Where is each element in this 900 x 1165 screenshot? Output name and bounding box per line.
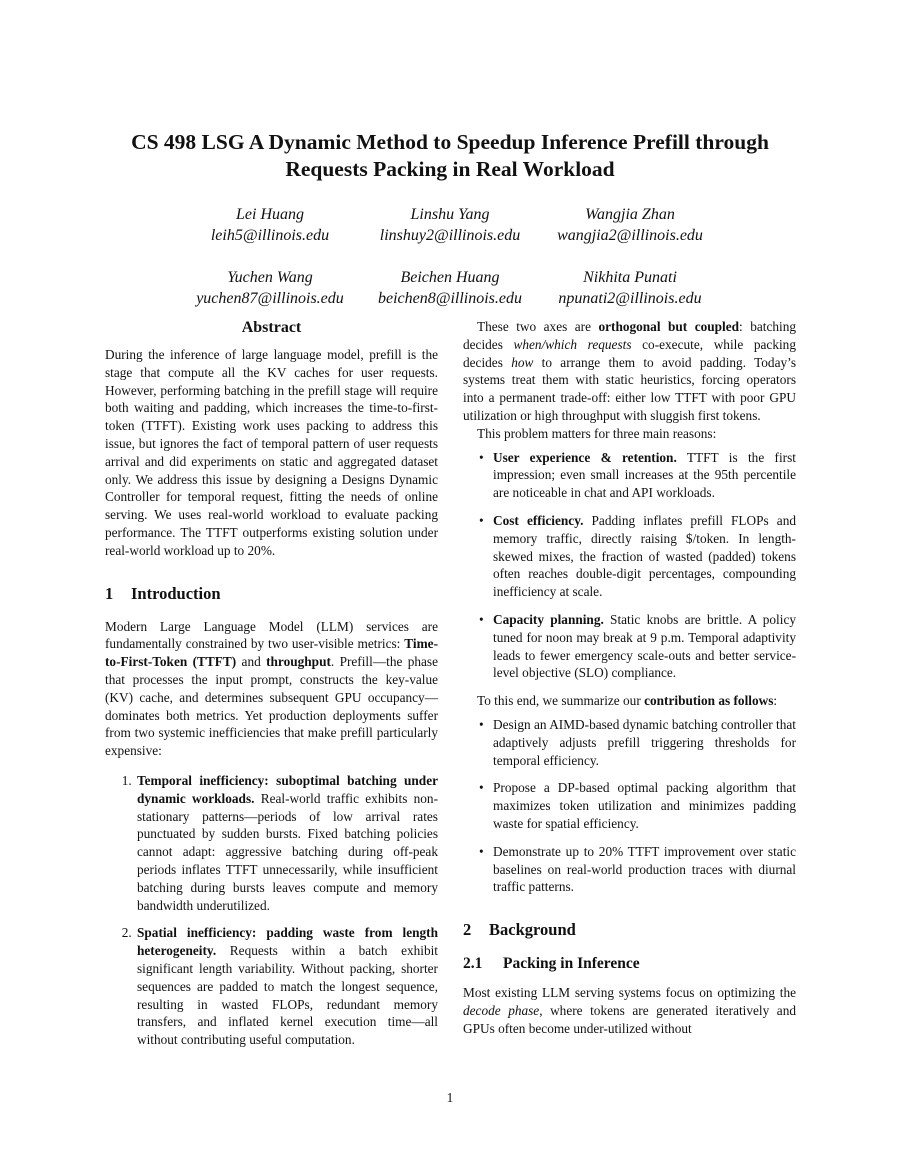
author-row xyxy=(150,204,750,246)
list-item xyxy=(493,611,796,682)
abstract-text: During the inference of large language model, prefill is the stage that compute all the KV caches for user requests. However, performing batching in the prefill stage will require both waiting and padding, which increases the time-to-first-token (TTFT). Existing work uses packing to address this issue, but ignores the fact of temporal pattern of user requests arrival and did experiments on static and aggregated dataset only. We address this issue by designing a Designs Dynamic Controller for temporal request, fitting the needs of online serving. We uses real-world workload to evaluate packing performance. The TTFT outperforms existing solution under real-world workload up to 20%. xyxy=(105,347,438,558)
inefficiency-list xyxy=(105,772,438,1049)
author xyxy=(360,267,540,309)
section-title: Introduction xyxy=(131,583,221,603)
text-run: Modern Large Language Model (LLM) services are fundamentally constrained by two user-visible metrics: xyxy=(105,618,438,652)
subsection-number: 2.1 xyxy=(463,955,483,973)
list-item: • Demonstrate up to 20% TTFT improvement over static baselines on real-world production traces with diurnal traffic patterns. xyxy=(493,843,796,896)
list-item xyxy=(135,924,438,1049)
author-email: yuchen87@illinois.edu xyxy=(196,290,344,307)
bold-term: Time-to-First-Token (TTFT) xyxy=(105,636,438,670)
text-run: To this end, we summarize our xyxy=(477,693,645,709)
item-title: Temporal inefficiency: suboptimal batching under dynamic workloads. xyxy=(137,772,438,806)
abstract-heading: Abstract xyxy=(241,319,302,336)
paper-title: CS 498 LSG A Dynamic Method to Speedup Inference Prefill through Requests Packing in Real Workload xyxy=(131,130,769,181)
section-number: 2 xyxy=(463,920,472,940)
author xyxy=(540,204,720,246)
author-name: Beichen Huang xyxy=(400,269,500,286)
item-text: TTFT is the first impression; even small increases at the 95th percentile are noticeable in chat and API workloads. xyxy=(493,449,796,501)
text-run: , where tokens are generated iteratively and GPUs often become under-utilized without xyxy=(463,1002,796,1036)
author xyxy=(180,204,360,246)
section-title: Background xyxy=(489,920,576,940)
text-run: to arrange them to avoid padding. Today’s systems treat them with static heuristics, forcing operators into a permanent trade-off: either low TTFT with poor GPU utilization or high throughput with sluggish first tokens. xyxy=(463,354,796,423)
text-run: : xyxy=(773,693,778,709)
item-text: Static knobs are brittle. A policy tuned for noon may break at 9 p.m. Temporal adaptivity leads to fewer emergency scale-outs and better service-level objective (SLO) compliance. xyxy=(493,611,796,681)
author-block xyxy=(150,204,750,309)
author-email: linshuy2@illinois.edu xyxy=(379,227,521,244)
author-row xyxy=(150,267,750,309)
author-name: Lei Huang xyxy=(236,206,304,223)
author-email: npunati2@illinois.edu xyxy=(558,290,702,307)
text-run: These two axes are xyxy=(477,319,599,334)
text-run: : batching decides xyxy=(463,319,796,352)
author-name: Yuchen Wang xyxy=(227,269,313,286)
author-email: leih5@illinois.edu xyxy=(210,227,330,244)
reasons-list xyxy=(463,449,796,683)
item-text: Padding inflates prefill FLOPs and memory traffic, directly raising $/token. In length-skewed mixes, the fraction of wasted (padded) tokens often reaches double-digit percentages, compounding inefficiency at scale. xyxy=(493,512,796,600)
text-run: Most existing LLM serving systems focus on optimizing the xyxy=(463,985,796,1001)
subsection-title: Packing in Inference xyxy=(503,955,640,973)
list-item xyxy=(135,772,438,914)
bold-term: orthogonal but coupled xyxy=(598,319,740,334)
list-item xyxy=(493,449,796,502)
author-name: Linshu Yang xyxy=(410,206,490,223)
item-title: Capacity planning. xyxy=(493,611,604,627)
item-title: Spatial inefficiency: padding waste from length heterogeneity. xyxy=(137,925,438,959)
list-item: • Design an AIMD-based dynamic batching controller that adaptively adjusts prefill triggering thresholds for temporal efficiency. xyxy=(493,716,796,769)
bold-term: throughput xyxy=(266,654,331,670)
subsection-heading-packing xyxy=(463,954,796,974)
author-email: wangjia2@illinois.edu xyxy=(557,227,703,244)
right-column xyxy=(463,318,796,1038)
list-item xyxy=(493,512,796,601)
page-number: 1 xyxy=(446,1090,454,1105)
italic-term: decode phase xyxy=(463,1002,540,1018)
text-run: co-execute, while packing decides xyxy=(463,336,796,370)
item-text: Requests within a batch exhibit significant length variability. Without packing, shorter sequences are padded to match the longest sequence, resulting in wasted FLOPs, redundant memory transfers, and inflated kernel execution time—all without contributing useful computation. xyxy=(137,943,438,1048)
packing-paragraph xyxy=(463,984,796,1037)
author-name: Wangjia Zhan xyxy=(585,206,675,223)
author-name: Nikhita Punati xyxy=(583,269,677,286)
bold-term: contribution as follows xyxy=(644,693,774,709)
author xyxy=(360,204,540,246)
contribution-intro xyxy=(463,692,796,710)
italic-term: how xyxy=(511,354,534,370)
author xyxy=(180,267,360,309)
reasons-intro: This problem matters for three main reasons: xyxy=(477,425,717,441)
section-heading-introduction xyxy=(105,584,438,604)
text-run: . Prefill—the phase that processes the input prompt, constructs the key-value (KV) cache, and determines subsequent GPU occupancy—dominates both metrics. Yet production deployments suffer from two systemic inefficiencies that make prefill particularly expensive: xyxy=(105,654,438,759)
italic-term: when/which requests xyxy=(513,336,632,352)
text-run: and xyxy=(236,654,267,670)
item-title: Cost efficiency. xyxy=(493,512,584,528)
contributions-list xyxy=(463,716,796,896)
section-heading-background xyxy=(463,920,796,940)
coupling-paragraph xyxy=(463,318,796,425)
item-title: User experience & retention. xyxy=(493,449,677,465)
author-email: beichen8@illinois.edu xyxy=(377,290,523,307)
intro-paragraph xyxy=(105,618,438,760)
list-item: • Propose a DP-based optimal packing algorithm that maximizes token utilization and minimizes padding waste for spatial efficiency. xyxy=(493,779,796,832)
left-column xyxy=(105,318,438,1059)
author xyxy=(540,267,720,309)
section-number: 1 xyxy=(105,583,114,603)
item-text: Real-world traffic exhibits non-stationary patterns—periods of low arrival rates punctuated by sudden bursts. Fixed batching policies cannot adapt: aggressive batching during off-peak periods inflates TTFT unnecessarily, while insufficient batching during bursts leaves compute and memory bandwidth underutilized. xyxy=(137,790,438,913)
